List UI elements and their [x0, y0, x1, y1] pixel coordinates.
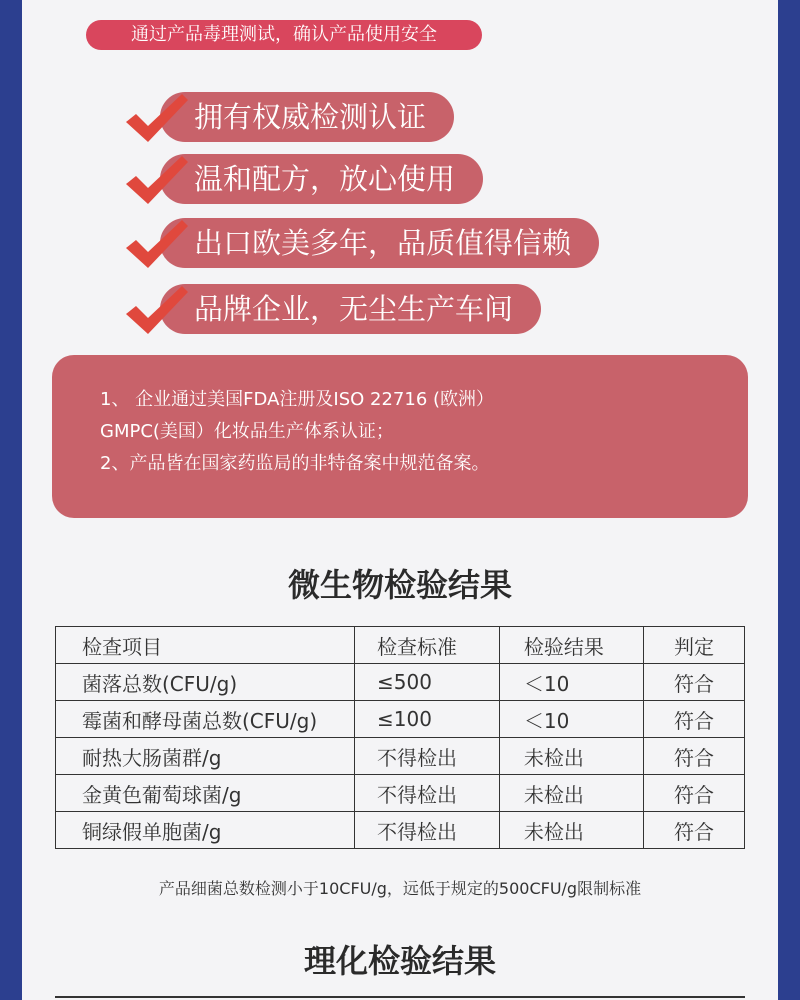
- table-row: [56, 812, 745, 849]
- micro-note: 产品细菌总数检测小于10CFU/g，远低于规定的500CFU/g限制标准: [158, 879, 642, 898]
- top-banner: 通过产品毒理测试，确认产品使用安全: [86, 20, 482, 50]
- feature-label: 品牌企业，无尘生产车间: [160, 284, 541, 334]
- table-cell: 霉菌和酵母菌总数(CFU/g): [56, 701, 355, 738]
- table-cell: ≤500: [355, 664, 500, 701]
- physchem-section-title: 理化检验结果: [303, 942, 496, 980]
- table-cell: 符合: [643, 738, 744, 775]
- header-cell: 检查项目: [56, 627, 355, 664]
- header-cell: 检验结果: [499, 627, 643, 664]
- table-header-row: [56, 627, 745, 664]
- table-cell: ＜10: [499, 701, 643, 738]
- check-mark-icon: [122, 154, 190, 210]
- table-cell: 符合: [643, 664, 744, 701]
- micro-section-title: 微生物检验结果: [287, 566, 512, 604]
- table-cell: ＜10: [499, 664, 643, 701]
- feature-label: 温和配方，放心使用: [160, 154, 483, 204]
- check-mark-icon: [122, 284, 190, 340]
- table-cell: 不得检出: [355, 812, 500, 849]
- check-mark-icon: [122, 92, 190, 148]
- table-cell: 铜绿假单胞菌/g: [56, 812, 355, 849]
- table-cell: ≤100: [355, 701, 500, 738]
- table-top-border: [55, 996, 745, 998]
- micro-results-table: [55, 626, 745, 849]
- feature-label: 拥有权威检测认证: [160, 92, 454, 142]
- table-row: [56, 738, 745, 775]
- table-row: [56, 701, 745, 738]
- header-cell: 检查标准: [355, 627, 500, 664]
- table-cell: 未检出: [499, 812, 643, 849]
- certification-info-box: [52, 355, 748, 518]
- table-cell: 菌落总数(CFU/g): [56, 664, 355, 701]
- table-row: [56, 664, 745, 701]
- table-cell: 未检出: [499, 738, 643, 775]
- table-cell: 金黄色葡萄球菌/g: [56, 775, 355, 812]
- info-line: 2、产品皆在国家药监局的非特备案中规范备案。: [100, 453, 490, 474]
- info-line: 1、 企业通过美国FDA注册及ISO 22716 (欧洲）: [100, 389, 495, 410]
- table-cell: 未检出: [499, 775, 643, 812]
- table-cell: 耐热大肠菌群/g: [56, 738, 355, 775]
- table-row: [56, 775, 745, 812]
- table-cell: 符合: [643, 775, 744, 812]
- header-cell: 判定: [643, 627, 744, 664]
- page: [22, 0, 778, 1000]
- table-cell: 不得检出: [355, 738, 500, 775]
- info-line: GMPC(美国）化妆品生产体系认证；: [100, 421, 394, 442]
- check-mark-icon: [122, 218, 190, 274]
- table-cell: 符合: [643, 812, 744, 849]
- table-cell: 不得检出: [355, 775, 500, 812]
- table-cell: 符合: [643, 701, 744, 738]
- feature-label: 出口欧美多年，品质值得信赖: [160, 218, 599, 268]
